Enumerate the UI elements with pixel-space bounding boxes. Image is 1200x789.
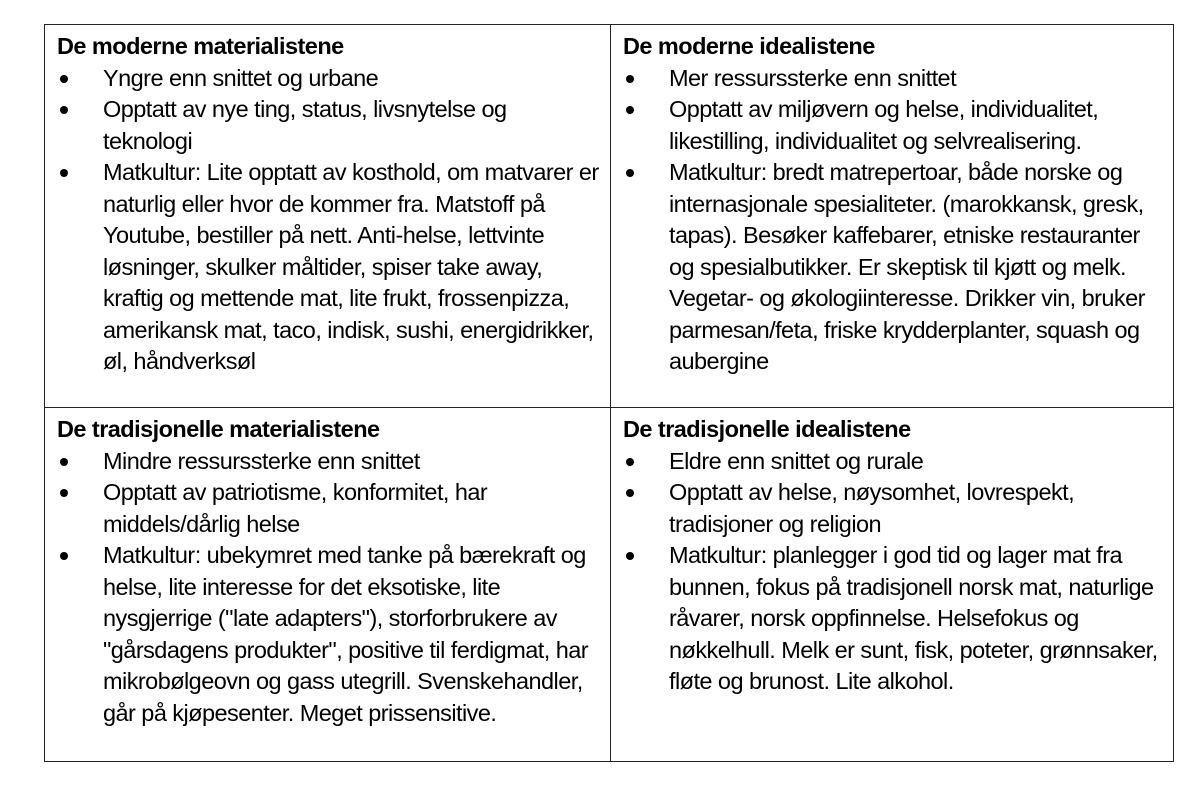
bullet-text: Eldre enn snittet og rurale xyxy=(669,447,924,474)
bullet-item xyxy=(623,63,1163,95)
bullet-text: Opptatt av miljøvern og helse, individualitet, likestilling, individualitet og selvrealisering. xyxy=(669,96,1099,154)
bullet-list xyxy=(623,63,1163,378)
bullet-dot-icon xyxy=(60,75,68,83)
bullet-item xyxy=(57,63,600,95)
bullet-dot-icon xyxy=(60,552,68,560)
bullet-item xyxy=(623,446,1163,478)
bullet-text: Opptatt av patriotisme, konformitet, har middels/dårlig helse xyxy=(103,479,488,537)
cell-title: De moderne materialistene xyxy=(57,33,344,59)
bullet-dot-icon xyxy=(626,458,634,466)
bullet-text: Mer ressurssterke enn snittet xyxy=(669,64,957,91)
bullet-item xyxy=(57,94,600,157)
bullet-dot-icon xyxy=(626,489,634,497)
bullet-item xyxy=(623,540,1163,698)
bullet-text: Opptatt av helse, nøysomhet, lovrespekt, tradisjoner og religion xyxy=(669,479,1075,537)
bullet-dot-icon xyxy=(626,169,634,177)
bullet-item xyxy=(623,477,1163,540)
cell-title: De tradisjonelle idealistene xyxy=(623,416,911,442)
bullet-dot-icon xyxy=(60,489,68,497)
bullet-text: Mindre ressurssterke enn snittet xyxy=(103,447,420,474)
bullet-dot-icon xyxy=(60,106,68,114)
cell-title: De tradisjonelle materialistene xyxy=(57,416,380,442)
bullet-dot-icon xyxy=(626,106,634,114)
cell-traditional-idealists xyxy=(610,408,1174,762)
cell-modern-idealists xyxy=(610,24,1174,408)
cell-title: De moderne idealistene xyxy=(623,33,875,59)
segment-table xyxy=(44,24,1174,762)
bullet-text: Matkultur: Lite opptatt av kosthold, om matvarer er naturlig eller hvor de kommer fra. Matstoff på Youtube, bestiller på nett. Anti-helse, lettvinte løsninger, skulker måltider, spiser take away, kraftig og mettende mat, lite frukt, frossenpizza, amerikansk mat, taco, indisk, sushi, energidrikker, øl, håndverksøl xyxy=(103,159,599,374)
bullet-item xyxy=(57,446,600,478)
bullet-dot-icon xyxy=(626,552,634,560)
bullet-dot-icon xyxy=(60,169,68,177)
bullet-text: Matkultur: planlegger i god tid og lager mat fra bunnen, fokus på tradisjonell norsk mat, naturlige råvarer, norsk oppfinnelse. Helsefokus og nøkkelhull. Melk er sunt, fisk, poteter, grønnsaker, fløte og brunost. Lite alkohol. xyxy=(669,542,1158,694)
cell-modern-materialists xyxy=(44,24,610,408)
bullet-item xyxy=(57,477,600,540)
bullet-item xyxy=(57,157,600,378)
bullet-dot-icon xyxy=(60,458,68,466)
bullet-text: Matkultur: bredt matrepertoar, både norske og internasjonale spesialiteter. (marokkansk, gresk, tapas). Besøker kaffebarer, etniske restauranter og spesialbutikker. Er skeptisk til kjøtt og melk. Vegetar- og økologiinteresse. Drikker vin, bruker parmesan/feta, friske krydderplanter, squash og aubergine xyxy=(669,159,1145,374)
bullet-item xyxy=(623,157,1163,378)
bullet-list xyxy=(623,446,1163,698)
bullet-list xyxy=(57,63,600,378)
bullet-dot-icon xyxy=(626,75,634,83)
bullet-text: Matkultur: ubekymret med tanke på bærekraft og helse, lite interesse for det eksotiske, lite nysgjerrige ("late adapters"), storforbrukere av "gårsdagens produkter", positive til ferdigmat, har mikrobølgeovn og gass utegrill. Svenskehandler, går på kjøpesenter. Meget prissensitive. xyxy=(103,542,589,726)
bullet-text: Yngre enn snittet og urbane xyxy=(103,64,379,91)
bullet-list xyxy=(57,446,600,730)
bullet-text: Opptatt av nye ting, status, livsnytelse og teknologi xyxy=(103,96,507,154)
bullet-item xyxy=(623,94,1163,157)
bullet-item xyxy=(57,540,600,729)
cell-traditional-materialists xyxy=(44,408,610,762)
